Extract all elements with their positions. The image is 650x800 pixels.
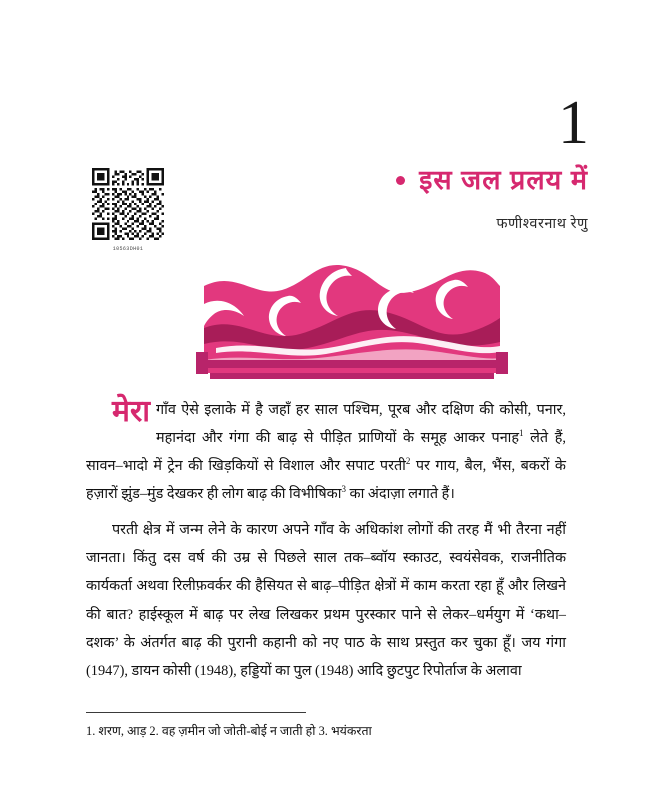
author-name: फणीश्वरनाथ रेणु [496, 216, 588, 232]
bullet-dot-icon [396, 176, 405, 185]
footnote-text: 1. शरण, आड़ 2. वह ज़मीन जो जोती-बोई न जाती हो 3. भयंकरता [86, 724, 372, 738]
body-text [86, 396, 566, 687]
paragraph-1-part-1: गाँव ऐसे इलाके में है जहाँ हर साल पश्चिम, पूरब और दक्षिण की कोसी, पनार, महानंदा और गंगा की बाढ़ से पीड़ित प्राणियों के समूह आकर पनाह [155, 402, 566, 447]
qr-code-caption: 10563DH01 [112, 246, 144, 252]
drop-cap: मेरा [112, 395, 150, 428]
footnote-divider [86, 712, 306, 713]
chapter-number: 1 [558, 89, 588, 157]
paragraph-1-part-2: लेते हैं, सावन–भादो में ट्रेन की खिड़कियों से विशाल और सपाट परती [86, 430, 566, 475]
paragraph-1-part-3: पर गाय, बैल, भैंस, बकरों के हज़ारों झुंड–मुंड देखकर ही लोग बाढ़ की विभीषिका [86, 458, 566, 503]
pink-waves-illustration-icon [196, 252, 508, 384]
paragraph-1-part-4: का अंदाज़ा लगाते हैं। [345, 486, 455, 503]
paragraph-2: परती क्षेत्र में जन्म लेने के कारण अपने गाँव के अधिकांश लोगों की तरह मैं भी तैरना नहीं जानता। किंतु दस वर्ष की उम्र से पिछले साल तक–ब्वॉय स्काउट, स्वयंसेवक, राजनीतिक कार्यकर्ता अथवा रिलीफ़वर्कर की हैसियत से बाढ़–पीड़ित क्षेत्रों में काम करता रहा हूँ और लिखने की बात? हाईस्कूल में बाढ़ पर लेख लिखकर प्रथम पुरस्कार पाने से लेकर–धर्मयुग में ‘कथा–दशक’ के अंतर्गत बाढ़ की पुरानी कहानी को नए पाठ के साथ प्रस्तुत कर चुका हूँ। जय गंगा (1947), डायन कोसी (1948), हड्डियों का पुल (1948) आदि छुटपुट रिपोर्ताज के अलावा [86, 522, 566, 679]
chapter-title-block [208, 160, 588, 233]
footnote-ref-2: 2 [405, 456, 411, 467]
qr-code-icon [92, 168, 164, 240]
page-title: इस जल प्रलय में [419, 165, 588, 195]
footnote-ref-1: 1 [519, 428, 524, 439]
footnote-ref-3: 3 [341, 484, 346, 495]
title-row [208, 160, 588, 197]
paragraph-1 [86, 396, 566, 508]
qr-code-block [92, 168, 164, 252]
chapter-illustration [196, 252, 508, 384]
